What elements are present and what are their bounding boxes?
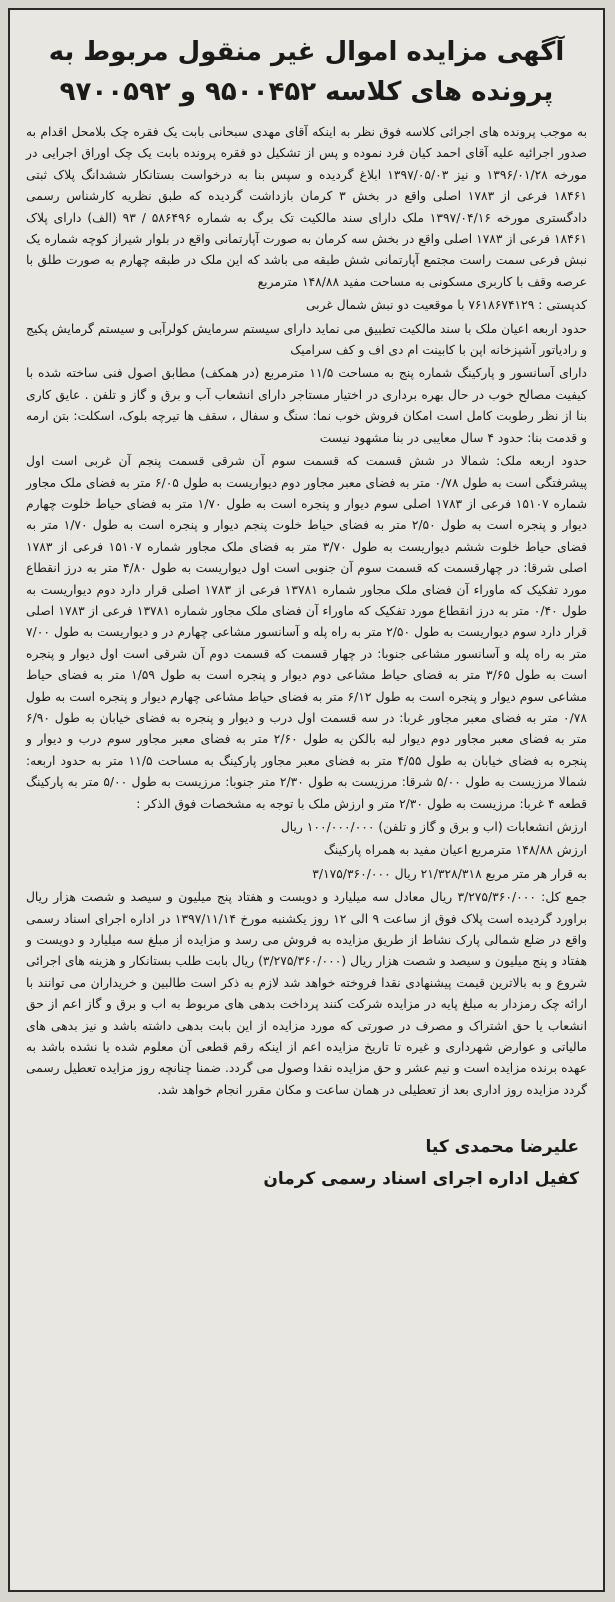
paragraph-intro: به موجب پرونده های اجرائی کلاسه فوق نظر به اینکه آقای مهدی سبحانی بابت یک فقره چک بلامحل اقدام به صدور اجرائیه علیه آقای احمد کیان فرد نموده و پس از تشکیل دو فقره پرونده بابت یک چک اوراق اجرایی در مورخه ۱۳۹۶/۰۱/۲۸ و نیز ۱۳۹۷/۰۵/۰۳ ابلاغ گردیده و سپس بنا به درخواست بستانکار ششدانگ پلاک ثبتی ۱۸۴۶۱ فرعی از ۱۷۸۳ اصلی واقع در بخش ۳ کرمان بازداشت گردیده که طبق نظریه کارشناس رسمی دادگستری مورخه ۱۳۹۷/۰۴/۱۶ ملک دارای سند مالکیت تک برگ به شماره ۵۸۶۴۹۶ / ۹۳ (الف) دارای پلاک ۱۸۴۶۱ فرعی از ۱۷۸۳ اصلی واقع در بخش سه کرمان به صورت آپارتمانی واقع در بلوار شیراز کوچه شماره یک نبش فرعی سمت راست مجتمع آپارتمانی شش طبقه می باشد که این ملک در طبقه چهارم به صورت طلق با عرصه وقف با کاربری مسکونی به مساحت مفید ۱۴۸/۸۸ مترمربع — [26, 125, 587, 289]
paragraph-facilities: حدود اربعه اعیان ملک با سند مالکیت تطبیق می نماید دارای سیستم سرمایش کولرآبی و سیستم گرمایش پکیج و رادیاتور آشپزخانه اپن با کابینت ام دی اف و کف سرامیک — [26, 321, 587, 358]
paragraph-auction-terms: جمع کل: ۳/۲۷۵/۳۶۰/۰۰۰ ریال معادل سه میلیارد و دویست و هفتاد پنج میلیون و سیصد و شصت هزار ریال براورد گردیده است پلاک فوق از ساعت ۹ الی ۱۲ روز یکشنبه مورخ ۱۳۹۷/۱۱/۱۴ در اداره اجرای اسناد رسمی واقع در ضلع شمالی پارک نشاط از طریق مزایده به فروش می رسد و مزایده از مبلغ سه میلیارد و دویست و هفتاد و پنج میلیون و سیصد و شصت هزار ریال (۳/۲۷۵/۳۶۰/۰۰۰) ریال بابت طلب بستانکار و هزینه های اجرائی شروع و به بالاترین قیمت پیشنهادی نقدا فروخته خواهد شد لازم به ذکر است طالبین و خریداران می توانند با ارائه چک رمزدار به مبلغ پایه در مزایده شرکت کنند پرداخت بدهی های مربوط به اب و برق و گاز اعم از حق انشعاب یا حق اشتراک و مصرف در صورتی که مورد مزایده از این بابت بدهی داشته باشد و نیز بدهی های مالیاتی و عوارض شهرداری و غیره تا تاریخ مزایده اعم از اینکه رقم قطعی آن معلوم شده یا نشده باشد به عهده برنده مزایده است و نیم عشر و حق مزایده نقدا وصول می گردد. ضمنا چنانچه روز مزایده تعطیل رسمی گردد مزایده روز اداری بعد از تعطیلی در همان ساعت و مکان مقرر انجام خواهد شد. — [26, 890, 587, 1097]
signature-block — [10, 1131, 579, 1195]
paragraph-price-per-meter: به قرار هر متر مربع ۲۱/۳۲۸/۳۱۸ ریال ۳/۱۷۵/۳۶۰/۰۰۰ — [312, 866, 587, 881]
paragraph-boundaries: حدود اربعه ملک: شمالا در شش قسمت که قسمت سوم آن شرقی قسمت پنجم آن غربی است اول پیشرفتگی است به طول ۰/۷۸ متر به فضای معبر مجاور دوم دیواریست به طول ۶/۰۵ متر به فضای ملک مجاور شماره ۱۵۱۰۷ فرعی از ۱۷۸۳ اصلی سوم دیوار و پنجره است به طول ۱/۷۰ متر به فضای حیاط خلوت چهارم دیوار و پنجره است به طول ۲/۵۰ متر به فضای حیاط خلوت پنجم دیوار و پنجره است به طول ۱/۷۰ متر به فضای حیاط خلوت ششم دیواریست به طول ۳/۷۰ متر به فضای ملک مجاور شماره ۱۵۱۰۷ فرعی از ۱۷۸۳ اصلی شرقا: در چهارقسمت که قسمت سوم آن جنوبی است اول دیواریست به طول ۴/۸۰ متر به درز انقطاع مورد تفکیک که ماوراء آن فضای ملک مجاور شماره ۱۳۷۸۱ فرعی از ۱۷۸۳ اصلی قرار دارد دوم دیواریست به طول ۰/۴۰ متر به درز انقطاع مورد تفکیک که ماوراء آن فضای ملک مجاور شماره ۱۳۷۸۱ فرعی از ۱۷۸۳ اصلی قرار دارد سوم دیواریست به طول ۲/۵۰ متر به راه پله و آسانسور مشاعی چهارم در و دیواریست به طول ۷/۰۰ متر به راه پله و آسانسور مشاعی جنوبا: در چهار قسمت که قسمت دوم آن شرقی است اول دیوار و پنجره است به طول ۳/۶۵ متر به فضای حیاط مشاعی دوم دیوار و پنجره است به طول ۱/۵۹ متر به فضای حیاط مشاعی سوم دیوار و پنجره است به طول ۶/۱۲ متر به فضای حیاط مشاعی چهارم دیوار و پنجره است به طول ۰/۷۸ متر به فضای معبر مجاور غربا: در سه قسمت اول درب و دیوار و پنجره به فضای خیابان به طول ۶/۹۰ متر به فضای معبر مجاور دوم دیوار لبه بالکن به طول ۲/۶۰ متر به فضای معبر مجاور سوم درب و دیوار و پنجره به فضای خیابان به طول ۴/۵۵ متر به فضای معبر مجاور پارکینگ به مساحت ۱۱/۵ متر به حدود اربعه: شمالا مرزیست به طول ۵/۰۰ شرقا: مرزیست به طول ۲/۳۰ متر جنوبا: مرزیست به طول ۵/۰۰ متر به پارکینگ قطعه ۴ غربا: مرزیست به طول ۲/۳۰ متر و ارزش ملک با توجه به مشخصات فوق الذکر : — [26, 454, 588, 811]
paragraph-building-specs: دارای آسانسور و پارکینگ شماره پنج به مساحت ۱۱/۵ مترمربع (در همکف) مطابق اصول فنی ساخته شده با کیفیت مصالح خوب در حال بهره برداری در اختیار مستاجر دارای انشعاب آب و برق و گاز و تلفن . عایق کاری بنا از نظر رطوبت کامل است امکان فروش خوب نما: سنگ و سفال ، سقف ها تیرچه بلوک، اسکلت: بتن ارمه و قدمت بنا: حدود ۴ سال معایبی در بنا مشهود نیست — [26, 366, 587, 445]
notice-body — [26, 122, 587, 1101]
newspaper-notice — [8, 8, 605, 1592]
signatory-position: کفیل اداره اجرای اسناد رسمی کرمان — [263, 1169, 579, 1190]
paragraph-utilities-value: ارزش انشعابات (اب و برق و گاز و تلفن) ۱۰۰/۰۰۰/۰۰۰ ریال — [280, 820, 587, 834]
paragraph-area-value: ارزش ۱۴۸/۸۸ مترمربع اعیان مفید به همراه پارکینگ — [323, 843, 587, 858]
signatory-name: علیرضا محمدی کیا — [425, 1137, 579, 1158]
notice-title: آگهی مزایده اموال غیر منقول مربوط به پرونده های کلاسه ۹۵۰۰۴۵۲ و ۹۷۰۰۵۹۲ — [48, 37, 565, 107]
paragraph-postal-code: کدپستی : ۷۶۱۸۶۷۴۱۲۹ با موقعیت دو نبش شمال غربی — [305, 298, 587, 313]
